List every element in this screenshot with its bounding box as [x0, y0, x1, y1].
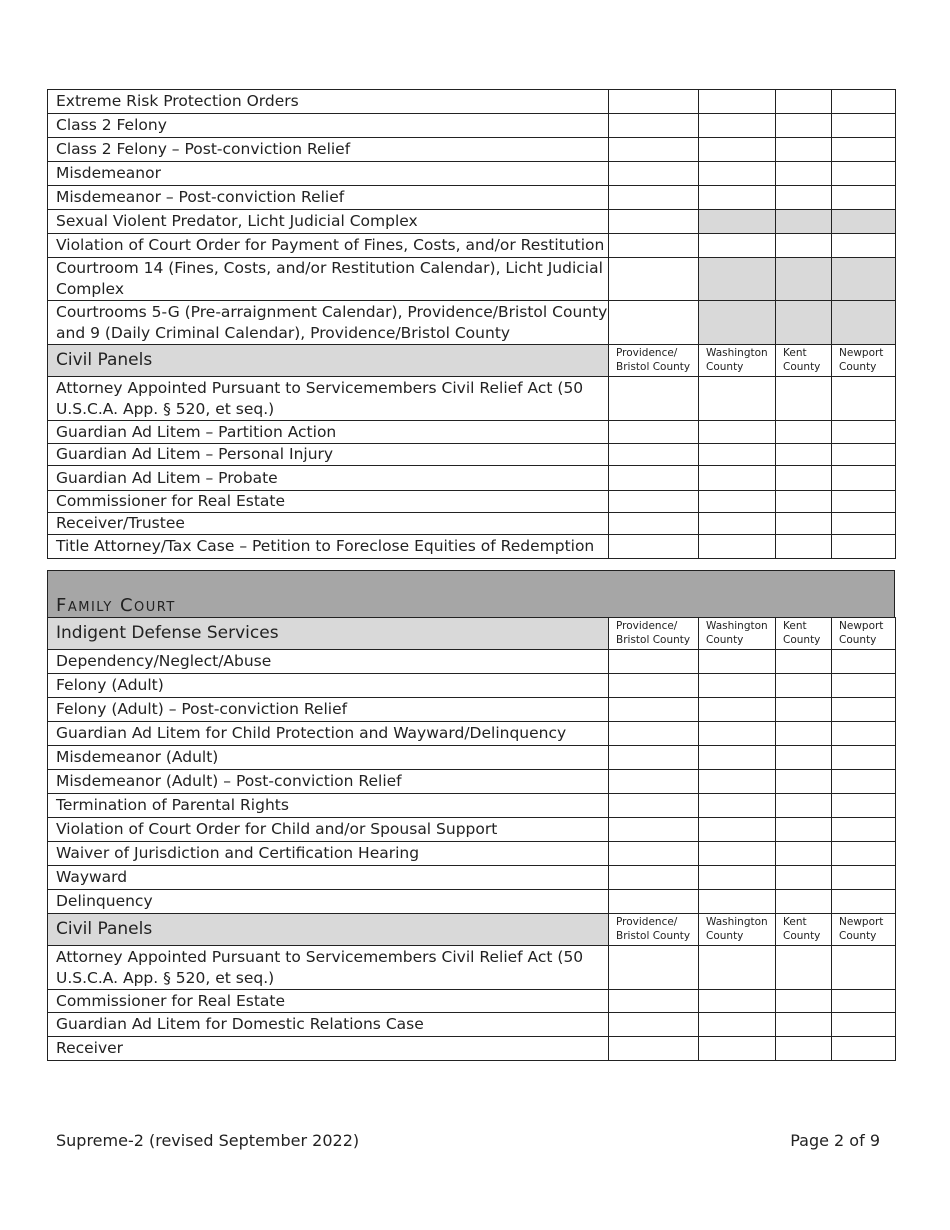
checkbox-cell[interactable]	[609, 138, 699, 162]
row-label: Wayward	[48, 866, 609, 890]
checkbox-cell[interactable]	[776, 794, 832, 818]
row-label: Receiver/Trustee	[48, 513, 609, 535]
row-label: Guardian Ad Litem for Child Protection and Wayward/Delinquency	[48, 722, 609, 746]
checkbox-cell[interactable]	[699, 746, 776, 770]
row-label: Attorney Appointed Pursuant to Servicemembers Civil Relief Act (50 U.S.C.A. App. § 520, et seq.)	[48, 377, 609, 421]
checkbox-cell[interactable]	[699, 535, 776, 559]
checkbox-cell[interactable]	[776, 946, 832, 990]
row-label: Extreme Risk Protection Orders	[48, 90, 609, 114]
table-row	[48, 722, 896, 746]
checkbox-cell[interactable]	[609, 866, 699, 890]
checkbox-cell[interactable]	[832, 491, 896, 513]
table-row	[48, 186, 896, 210]
unavailable-cell	[699, 210, 776, 234]
column-header-newport: Newport County	[832, 618, 896, 650]
checkbox-cell[interactable]	[609, 258, 699, 301]
table-row	[48, 162, 896, 186]
checkbox-cell[interactable]	[609, 90, 699, 114]
checkbox-cell[interactable]	[699, 674, 776, 698]
checkbox-cell[interactable]	[699, 377, 776, 421]
table-row	[48, 90, 896, 114]
checkbox-cell[interactable]	[609, 377, 699, 421]
row-label: Guardian Ad Litem for Domestic Relations Case	[48, 1013, 609, 1037]
checkbox-cell[interactable]	[832, 162, 896, 186]
checkbox-cell[interactable]	[776, 535, 832, 559]
checkbox-cell[interactable]	[699, 650, 776, 674]
checkbox-cell[interactable]	[609, 1037, 699, 1061]
checkbox-cell[interactable]	[609, 234, 699, 258]
unavailable-cell	[776, 258, 832, 301]
checkbox-cell[interactable]	[832, 722, 896, 746]
checkbox-cell[interactable]	[776, 90, 832, 114]
checkbox-cell[interactable]	[609, 842, 699, 866]
checkbox-cell[interactable]	[776, 818, 832, 842]
checkbox-cell[interactable]	[832, 890, 896, 914]
table-row	[48, 234, 896, 258]
checkbox-cell[interactable]	[609, 794, 699, 818]
checkbox-cell[interactable]	[699, 698, 776, 722]
checkbox-cell[interactable]	[699, 466, 776, 491]
checkbox-cell[interactable]	[776, 866, 832, 890]
checkbox-cell[interactable]	[699, 444, 776, 466]
checkbox-cell[interactable]	[776, 1037, 832, 1061]
column-header-providence: Providence/ Bristol County	[609, 914, 699, 946]
row-label: Commissioner for Real Estate	[48, 491, 609, 513]
row-label: Commissioner for Real Estate	[48, 990, 609, 1013]
checkbox-cell[interactable]	[832, 513, 896, 535]
table-row	[48, 650, 896, 674]
section-header-indigent-defense	[48, 618, 896, 650]
checkbox-cell[interactable]	[776, 491, 832, 513]
table-row	[48, 421, 896, 444]
row-label: Attorney Appointed Pursuant to Servicemembers Civil Relief Act (50 U.S.C.A. App. § 520, et seq.)	[48, 946, 609, 990]
row-label: Misdemeanor (Adult) – Post-conviction Relief	[48, 770, 609, 794]
unavailable-cell	[832, 301, 896, 345]
checkbox-cell[interactable]	[832, 1013, 896, 1037]
table-row	[48, 491, 896, 513]
checkbox-cell[interactable]	[609, 444, 699, 466]
row-label: Receiver	[48, 1037, 609, 1061]
section-header-civil-panels	[48, 345, 896, 377]
checkbox-cell[interactable]	[699, 818, 776, 842]
checkbox-cell[interactable]	[832, 842, 896, 866]
checkbox-cell[interactable]	[832, 674, 896, 698]
checkbox-cell[interactable]	[832, 794, 896, 818]
column-header-washington: Washington County	[699, 914, 776, 946]
column-header-washington: Washington County	[699, 345, 776, 377]
checkbox-cell[interactable]	[699, 186, 776, 210]
checkbox-cell[interactable]	[699, 990, 776, 1013]
checkbox-cell[interactable]	[776, 513, 832, 535]
table-row	[48, 770, 896, 794]
checkbox-cell[interactable]	[832, 1037, 896, 1061]
checkbox-cell[interactable]	[832, 234, 896, 258]
table-row	[48, 210, 896, 234]
table-row	[48, 513, 896, 535]
table-row	[48, 866, 896, 890]
checkbox-cell[interactable]	[699, 1037, 776, 1061]
checkbox-cell[interactable]	[832, 746, 896, 770]
row-label: Guardian Ad Litem – Partition Action	[48, 421, 609, 444]
family-court-table	[47, 617, 896, 1061]
checkbox-cell[interactable]	[699, 513, 776, 535]
checkbox-cell[interactable]	[776, 466, 832, 491]
row-label: Felony (Adult)	[48, 674, 609, 698]
checkbox-cell[interactable]	[832, 990, 896, 1013]
table-row	[48, 674, 896, 698]
checkbox-cell[interactable]	[832, 466, 896, 491]
family-court-title-bar	[47, 570, 895, 617]
checkbox-cell[interactable]	[832, 90, 896, 114]
unavailable-cell	[832, 210, 896, 234]
page-number: Page 2 of 9	[790, 1131, 880, 1150]
table-row	[48, 890, 896, 914]
checkbox-cell[interactable]	[609, 535, 699, 559]
checkbox-cell[interactable]	[776, 162, 832, 186]
row-label: Guardian Ad Litem – Probate	[48, 466, 609, 491]
checkbox-cell[interactable]	[699, 491, 776, 513]
checkbox-cell[interactable]	[609, 946, 699, 990]
checkbox-cell[interactable]	[609, 162, 699, 186]
checkbox-cell[interactable]	[609, 890, 699, 914]
table-row	[48, 842, 896, 866]
table-row	[48, 1037, 896, 1061]
section-title: Civil Panels	[48, 345, 609, 377]
checkbox-cell[interactable]	[699, 722, 776, 746]
unavailable-cell	[699, 301, 776, 345]
checkbox-cell[interactable]	[832, 818, 896, 842]
column-header-providence: Providence/ Bristol County	[609, 345, 699, 377]
checkbox-cell[interactable]	[776, 990, 832, 1013]
row-label: Class 2 Felony	[48, 114, 609, 138]
table-row	[48, 114, 896, 138]
checkbox-cell[interactable]	[699, 770, 776, 794]
checkbox-cell[interactable]	[832, 114, 896, 138]
table-row	[48, 818, 896, 842]
table-row	[48, 794, 896, 818]
checkbox-cell[interactable]	[776, 722, 832, 746]
checkbox-cell[interactable]	[699, 90, 776, 114]
checkbox-cell[interactable]	[776, 138, 832, 162]
column-header-newport: Newport County	[832, 914, 896, 946]
checkbox-cell[interactable]	[776, 842, 832, 866]
table-row	[48, 1013, 896, 1037]
row-label: Class 2 Felony – Post-conviction Relief	[48, 138, 609, 162]
checkbox-cell[interactable]	[832, 535, 896, 559]
checkbox-cell[interactable]	[699, 138, 776, 162]
table-row	[48, 466, 896, 491]
table-row	[48, 138, 896, 162]
row-label: Waiver of Jurisdiction and Certification Hearing	[48, 842, 609, 866]
row-label: Misdemeanor – Post-conviction Relief	[48, 186, 609, 210]
column-header-kent: Kent County	[776, 618, 832, 650]
table-row	[48, 377, 896, 421]
checkbox-cell[interactable]	[832, 650, 896, 674]
unavailable-cell	[776, 210, 832, 234]
section-title: Indigent Defense Services	[48, 618, 609, 650]
row-label: Guardian Ad Litem – Personal Injury	[48, 444, 609, 466]
checkbox-cell[interactable]	[699, 794, 776, 818]
checkbox-cell[interactable]	[609, 1013, 699, 1037]
row-label: Felony (Adult) – Post-conviction Relief	[48, 698, 609, 722]
checkbox-cell[interactable]	[832, 698, 896, 722]
checkbox-cell[interactable]	[699, 162, 776, 186]
checkbox-cell[interactable]	[609, 722, 699, 746]
checkbox-cell[interactable]	[832, 377, 896, 421]
table-row	[48, 535, 896, 559]
row-label: Misdemeanor (Adult)	[48, 746, 609, 770]
checkbox-cell[interactable]	[609, 491, 699, 513]
row-label: Sexual Violent Predator, Licht Judicial Complex	[48, 210, 609, 234]
family-court-title: Family Court	[56, 595, 176, 616]
section-title: Civil Panels	[48, 914, 609, 946]
column-header-washington: Washington County	[699, 618, 776, 650]
checkbox-cell[interactable]	[776, 1013, 832, 1037]
checkbox-cell[interactable]	[832, 770, 896, 794]
checkbox-cell[interactable]	[699, 842, 776, 866]
table-row	[48, 258, 896, 301]
checkbox-cell[interactable]	[609, 818, 699, 842]
checkbox-cell[interactable]	[832, 444, 896, 466]
checkbox-cell[interactable]	[776, 114, 832, 138]
unavailable-cell	[832, 258, 896, 301]
checkbox-cell[interactable]	[776, 444, 832, 466]
checkbox-cell[interactable]	[699, 890, 776, 914]
checkbox-cell[interactable]	[699, 1013, 776, 1037]
checkbox-cell[interactable]	[832, 138, 896, 162]
table-row	[48, 990, 896, 1013]
checkbox-cell[interactable]	[699, 234, 776, 258]
checkbox-cell[interactable]	[776, 421, 832, 444]
table-row	[48, 444, 896, 466]
checkbox-cell[interactable]	[776, 674, 832, 698]
checkbox-cell[interactable]	[609, 650, 699, 674]
table-row	[48, 746, 896, 770]
checkbox-cell[interactable]	[609, 990, 699, 1013]
checkbox-cell[interactable]	[776, 770, 832, 794]
row-label: Misdemeanor	[48, 162, 609, 186]
checkbox-cell[interactable]	[609, 301, 699, 345]
checkbox-cell[interactable]	[699, 114, 776, 138]
table-row	[48, 698, 896, 722]
column-header-kent: Kent County	[776, 345, 832, 377]
checkbox-cell[interactable]	[832, 186, 896, 210]
checkbox-cell[interactable]	[609, 114, 699, 138]
checkbox-cell[interactable]	[609, 674, 699, 698]
checkbox-cell[interactable]	[832, 866, 896, 890]
checkbox-cell[interactable]	[776, 186, 832, 210]
superior-court-table	[47, 89, 896, 559]
checkbox-cell[interactable]	[832, 421, 896, 444]
form-revision-label: Supreme-2 (revised September 2022)	[56, 1131, 360, 1150]
checkbox-cell[interactable]	[609, 513, 699, 535]
column-header-newport: Newport County	[832, 345, 896, 377]
unavailable-cell	[699, 258, 776, 301]
row-label: Courtrooms 5-G (Pre-arraignment Calendar), Providence/Bristol County and 9 (Daily Criminal Calendar), Providence/Bristol County	[48, 301, 609, 345]
checkbox-cell[interactable]	[609, 421, 699, 444]
checkbox-cell[interactable]	[699, 946, 776, 990]
row-label: Termination of Parental Rights	[48, 794, 609, 818]
row-label: Delinquency	[48, 890, 609, 914]
checkbox-cell[interactable]	[609, 210, 699, 234]
table-row	[48, 301, 896, 345]
checkbox-cell[interactable]	[776, 377, 832, 421]
checkbox-cell[interactable]	[832, 946, 896, 990]
section-header-civil-panels	[48, 914, 896, 946]
checkbox-cell[interactable]	[609, 770, 699, 794]
column-header-providence: Providence/ Bristol County	[609, 618, 699, 650]
checkbox-cell[interactable]	[776, 234, 832, 258]
row-label: Violation of Court Order for Child and/or Spousal Support	[48, 818, 609, 842]
checkbox-cell[interactable]	[776, 650, 832, 674]
checkbox-cell[interactable]	[699, 421, 776, 444]
row-label: Dependency/Neglect/Abuse	[48, 650, 609, 674]
checkbox-cell[interactable]	[776, 746, 832, 770]
checkbox-cell[interactable]	[609, 186, 699, 210]
row-label: Courtroom 14 (Fines, Costs, and/or Restitution Calendar), Licht Judicial Complex	[48, 258, 609, 301]
checkbox-cell[interactable]	[699, 866, 776, 890]
table-row	[48, 946, 896, 990]
checkbox-cell[interactable]	[609, 746, 699, 770]
checkbox-cell[interactable]	[609, 466, 699, 491]
checkbox-cell[interactable]	[776, 890, 832, 914]
checkbox-cell[interactable]	[776, 698, 832, 722]
row-label: Violation of Court Order for Payment of Fines, Costs, and/or Restitution	[48, 234, 609, 258]
checkbox-cell[interactable]	[609, 698, 699, 722]
unavailable-cell	[776, 301, 832, 345]
column-header-kent: Kent County	[776, 914, 832, 946]
row-label: Title Attorney/Tax Case – Petition to Foreclose Equities of Redemption	[48, 535, 609, 559]
